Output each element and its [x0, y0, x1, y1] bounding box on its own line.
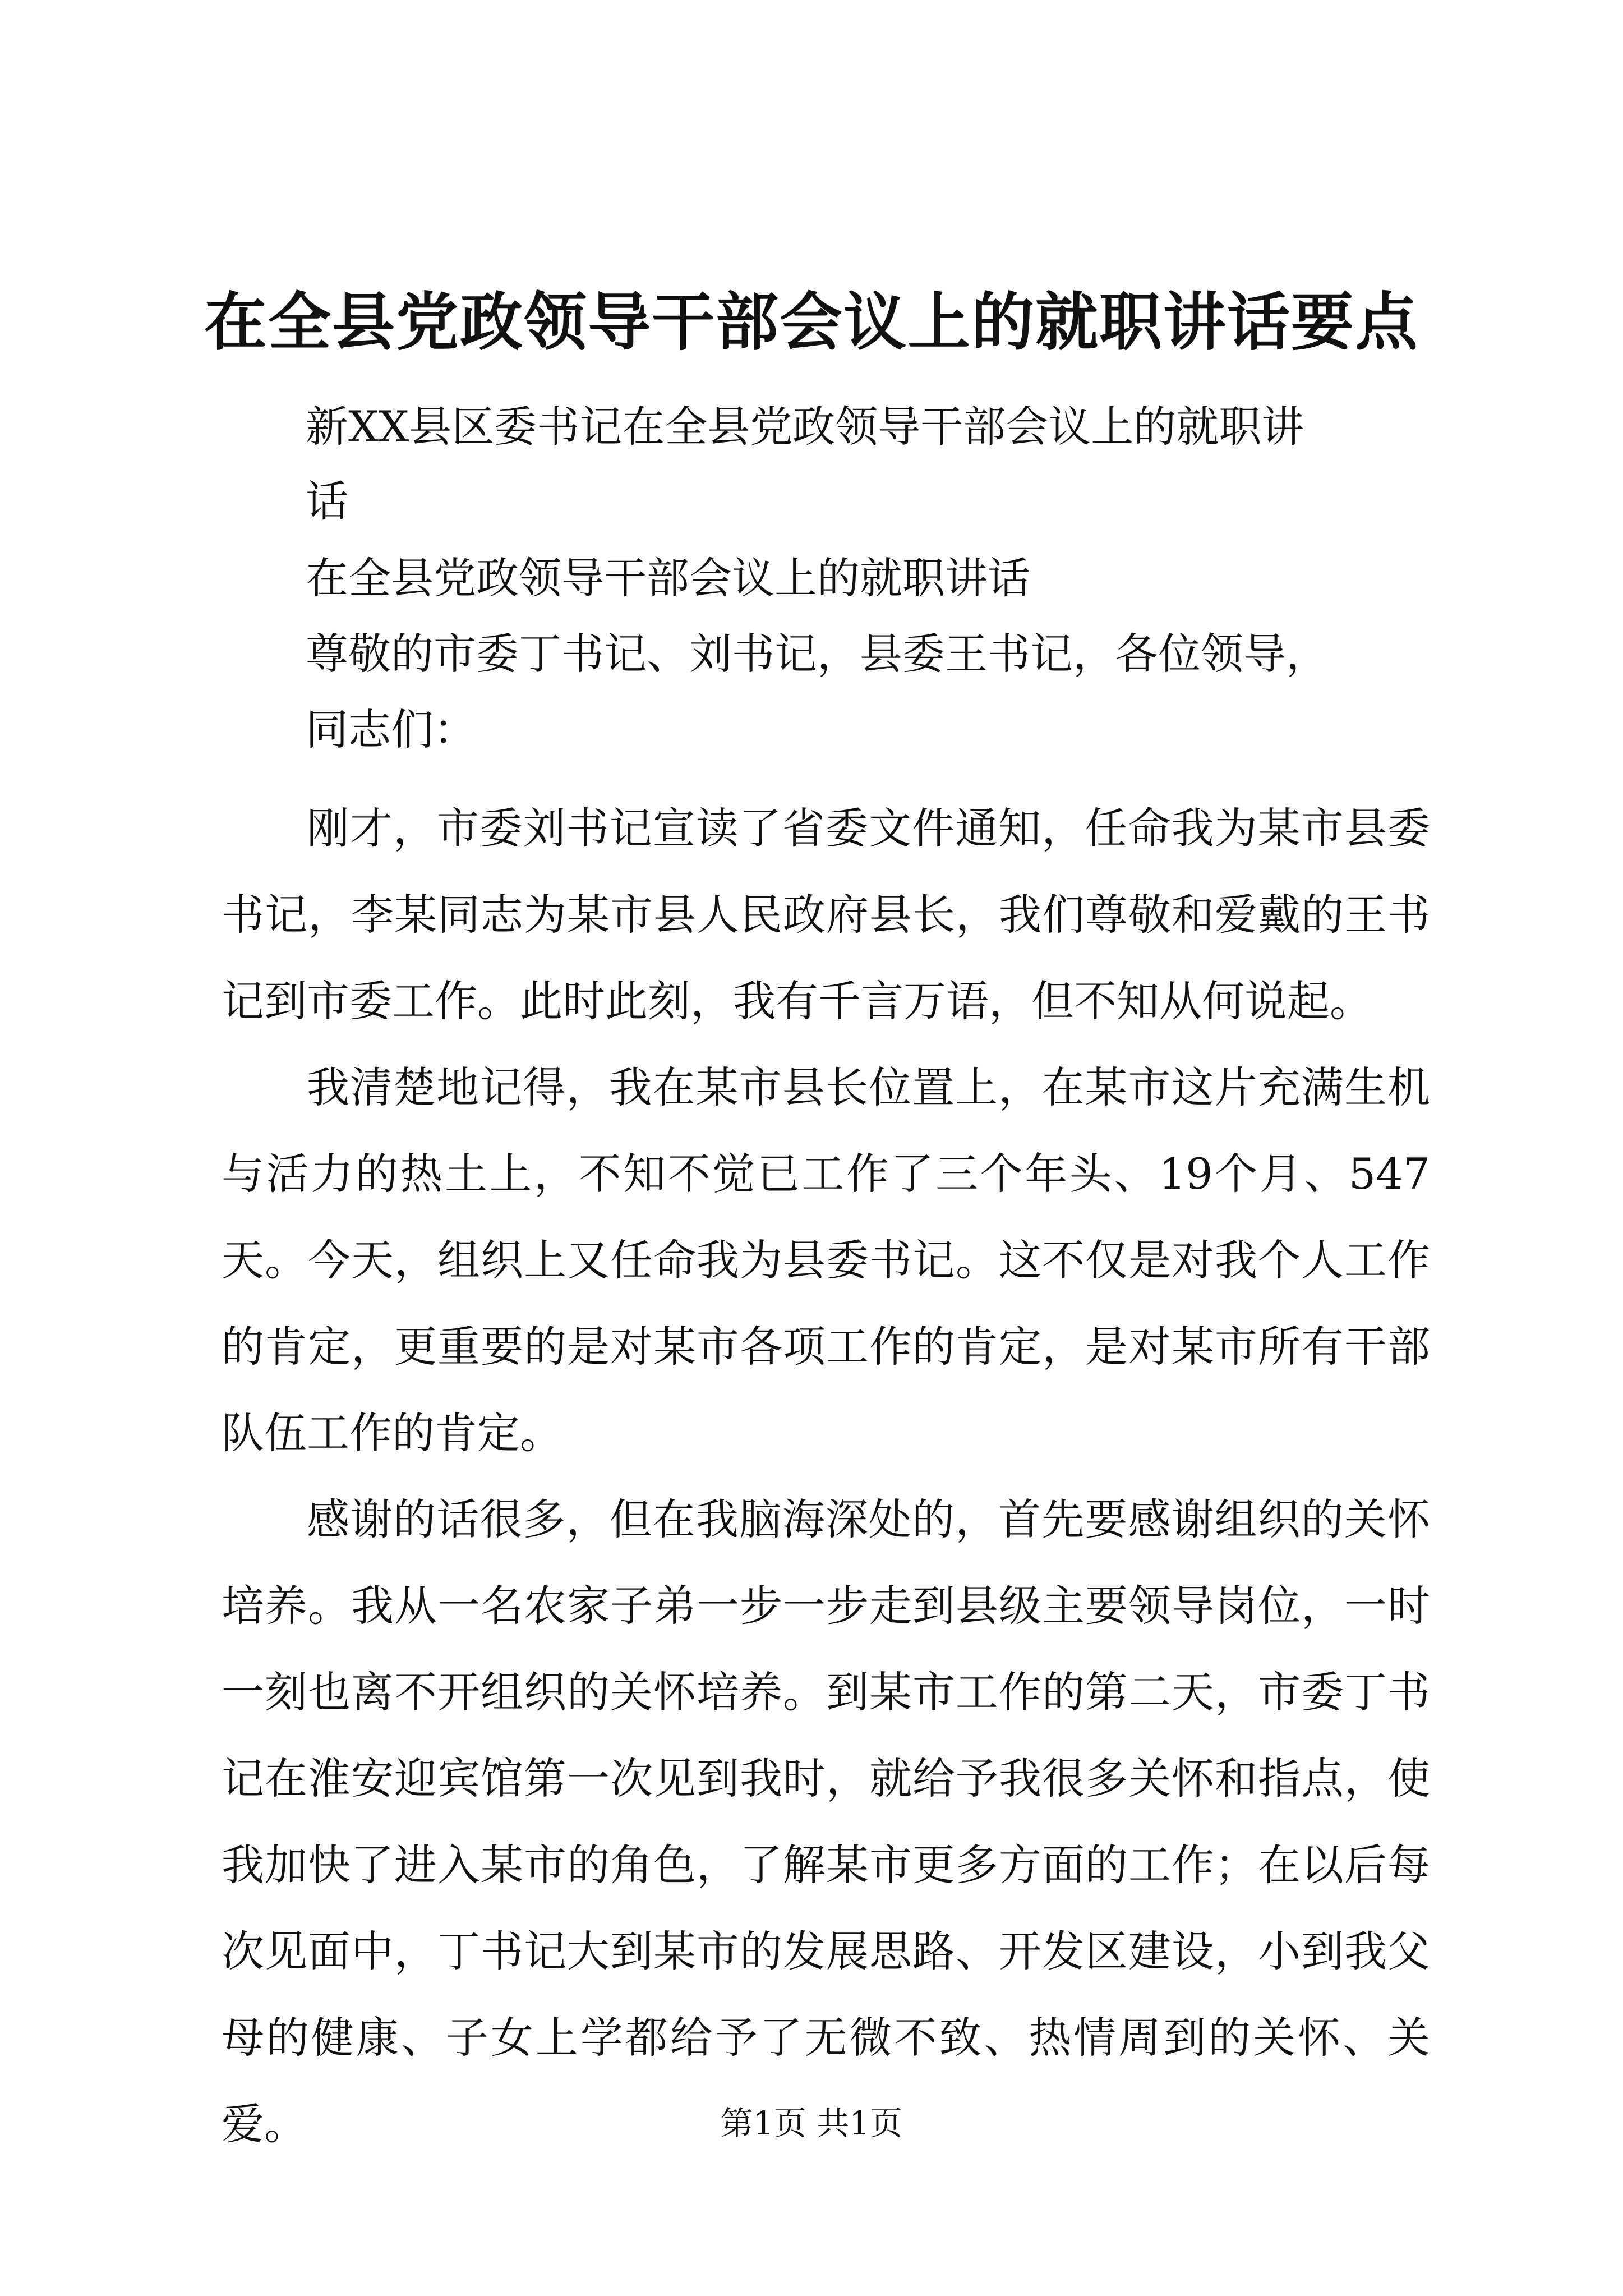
salutation-line-1: 尊敬的市委丁书记、刘书记，县委王书记，各位领导， — [306, 629, 1329, 679]
body-paragraph-2: 我清楚地记得，我在某市县长位置上，在某市这片充满生机与活力的热土上，不知不觉已工作了三个年头、19个月、547天。今天，组织上又任命我为县委书记。这不仅是对我个人工作的肯定，更重要的是对某市各项工作的肯定，是对某市所有干部队伍工作的肯定。 — [222, 1062, 1430, 1458]
section-heading: 在全县党政领导干部会议上的就职讲话 — [306, 553, 1030, 603]
subtitle-line-1: 新XX县区委书记在全县党政领导干部会议上的就职讲 — [306, 402, 1304, 452]
body-paragraph-1: 刚才，市委刘书记宣读了省委文件通知，任命我为某市县委书记，李某同志为某市县人民政府县长，我们尊敬和爱戴的王书记到市委工作。此时此刻，我有千言万语，但不知从何说起。 — [222, 803, 1430, 1026]
subtitle-line-2: 话 — [306, 476, 348, 526]
body-paragraph-3: 感谢的话很多，但在我脑海深处的，首先要感谢组织的关怀培养。我从一名农家子弟一步一步走到县级主要领导岗位，一时一刻也离不开组织的关怀培养。到某市工作的第二天，市委丁书记在淮安迎宾馆第一次见到我时，就给予我很多关怀和指点，使我加快了进入某市的角色，了解某市更多方面的工作；在以后每次见面中，丁书记大到某市的发展思路、开发区建设，小到我父母的健康、子女上学都给予了无微不致、热情周到的关怀、关爱。 — [222, 1494, 1430, 2149]
document-body — [222, 785, 1430, 2168]
document-title: 在全县党政领导干部会议上的就职讲话要点 — [204, 286, 1419, 359]
page-number-footer: 第1页 共1页 — [720, 2104, 903, 2142]
salutation-line-2: 同志们： — [306, 705, 476, 754]
